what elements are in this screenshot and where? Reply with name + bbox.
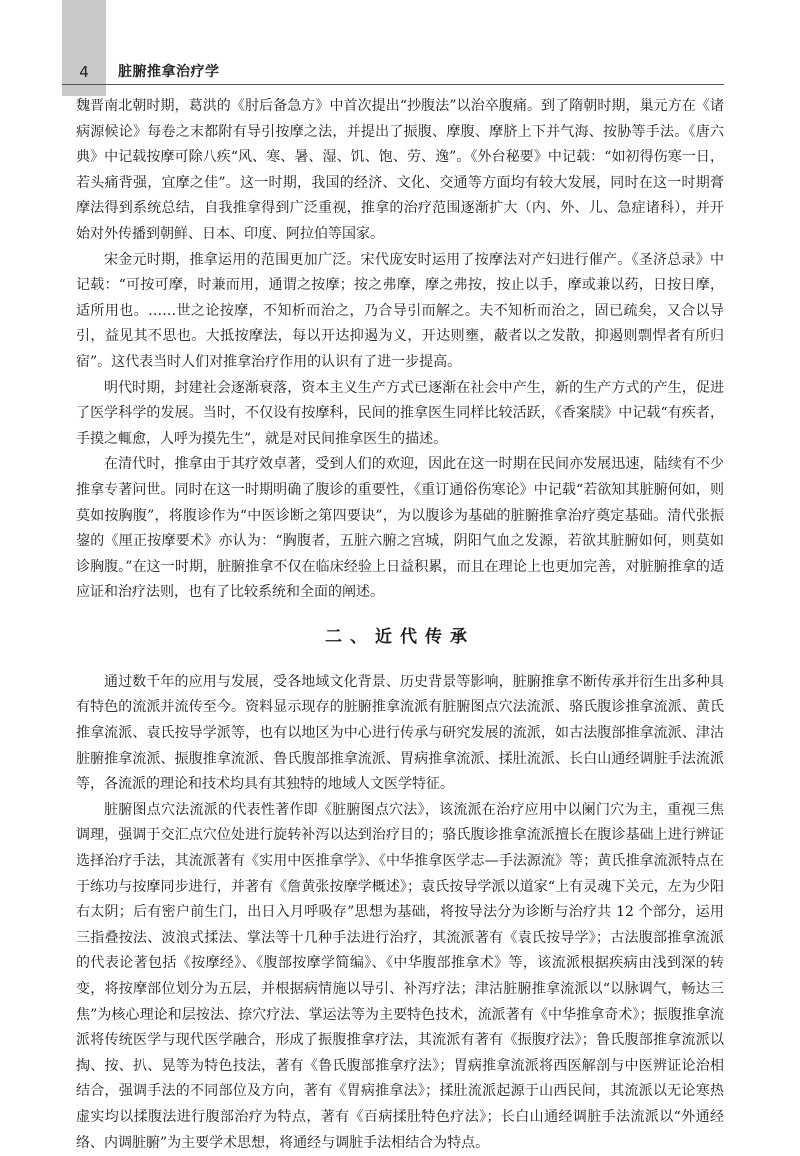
running-header-title: 脏腑推拿治疗学 bbox=[118, 64, 220, 80]
page-body bbox=[76, 94, 724, 1156]
paragraph: 通过数千年的应用与发展，受各地域文化背景、历史背景等影响，脏腑推拿不断传承并衍生出多种具有特色的流派并流传至今。资料显示现存的脏腑推拿流派有脏腑图点穴法流派、骆氏腹诊推拿流派、黄氏推拿流派、袁氏按导学派等，也有以地区为中心进行传承与研究发展的流派，如古法腹部推拿流派、津沽脏腑推拿流派、振腹推拿流派、鲁氏腹部推拿流派、胃病推拿流派、揉肚流派、长白山通经调脏手法流派等，各流派的理论和技术均具有其独特的地域人文医学特征。 bbox=[76, 673, 724, 793]
paragraph: 魏晋南北朝时期，葛洪的《肘后备急方》中首次提出“抄腹法”以治卒腹痛。到了隋朝时期，巢元方在《诸病源候论》每卷之末都附有导引按摩之法，并提出了振腹、摩腹、摩脐上下并气海、按胁等手法。《唐六典》中记载按摩可除八疾“风、寒、暑、湿、饥、饱、劳、逸”。《外台秘要》中记载：“如初得伤寒一日，若头痛背强，宜摩之佳”。这一时期，我国的经济、文化、交通等方面均有较大发展，同时在这一时期膏摩法得到系统总结，自我推拿得到广泛重视，推拿的治疗范围逐渐扩大（内、外、儿、急症诸科），并开始对外传播到朝鲜、日本、印度、阿拉伯等国家。 bbox=[76, 98, 724, 242]
paragraph: 在清代时，推拿由于其疗效卓著，受到人们的欢迎，因此在这一时期在民间亦发展迅速，陆续有不少推拿专著问世。同时在这一时期明确了腹诊的重要性，《重订通俗伤寒论》中记载“若欲知其脏腑何如，则莫如按胸腹”，将腹诊作为“中医诊断之第四要诀”，为以腹诊为基础的脏腑推拿治疗奠定基础。清代张振鋆的《厘正按摩要术》亦认为：“胸腹者，五脏六腑之宫城，阴阳气血之发源，若欲其脏腑如何，则莫如诊胸腹。”在这一时期，脏腑推拿不仅在临床经验上日益积累，而且在理论上也更加完善，对脏腑推拿的适应证和治疗法则，也有了比较系统和全面的阐述。 bbox=[76, 456, 724, 601]
page-number: 4 bbox=[79, 63, 89, 81]
paragraph: 明代时期，封建社会逐渐衰落，资本主义生产方式已逐渐在社会中产生，新的生产方式的产生，促进了医学科学的发展。当时，不仅设有按摩科，民间的推拿医生同样比较活跃，《香案牍》中记载“有疾者，手摸之輒愈，人呼为摸先生”，就是对民间推拿医生的描述。 bbox=[76, 379, 724, 447]
paragraph: 宋金元时期，推拿运用的范围更加广泛。宋代庞安时运用了按摩法对产妇进行催产。《圣济总录》中记载：“可按可摩，时兼而用，通谓之按摩；按之弗摩，摩之弗按，按止以手，摩或兼以药，日按日摩，适所用也。……世之论按摩，不知析而治之，乃合导引而解之。夫不知析而治之，固已疏矣，又合以导引，益见其不思也。大抵按摩法，每以开达抑遏为义，开达则壅，蔽者以之发散，抑遏则剽悍者有所归宿”。这代表当时人们对推拿治疗作用的认识有了进一步提高。 bbox=[76, 251, 724, 370]
header-divider bbox=[62, 84, 724, 85]
section-heading: 二、近代传承 bbox=[325, 626, 475, 647]
paragraph: 脏腑图点穴法流派的代表性著作即《脏腑图点穴法》，该流派在治疗应用中以阑门穴为主，重视三焦调理，强调于交汇点穴位处进行旋转补泻以达到治疗目的；骆氏腹诊推拿流派擅长在腹诊基础上进行辨证选择治疗手法，其流派著有《实用中医推拿学》、《中华推拿医学志—手法源流》等；黄氏推拿流派特点在于练功与按摩同步进行，并著有《詹黄张按摩学概述》；袁氏按导学派以道家“上有灵魂下关元，左为少阳右太阴；后有密户前生门，出日入月呼吸存”思想为基础，将按导法分为诊断与治疗共 12 个部分，运用三指叠按法、波浪式揉法、掌法等十几种手法进行治疗，其流派著有《袁氏按导学》；古法腹部推拿流派的代表论著包括《按摩经》、《腹部按摩学简编》、《中华腹部推拿术》等，该流派根据疾病由浅到深的转变，将按摩部位划分为五层，并根据病情施以导引、补泻疗法；津沽脏腑推拿流派以“以脉调气，畅达三焦”为核心理论和层按法、捺穴疗法、掌运法等为主要特色技术，流派著有《中华推拿奇术》；振腹推拿流派将传统医学与现代医学融合，形成了振腹推拿疗法，其流派有著有《振腹疗法》；鲁氏腹部推拿流派以掏、按、扒、晃等为特色技法，著有《鲁氏腹部推拿疗法》；胃病推拿流派将西医解剖与中医辨证论治相结合，强调手法的不同部位及方向，著有《胃病推拿法》；揉肚流派起源于山西民间，其流派以无论寒热虚实均以揉腹法进行腹部治疗为特点，著有《百病揉肚特色疗法》；长白山通经调脏手法流派以“外通经络、内调脏腑”为主要学术思想，将通经与调脏手法相结合为特点。 bbox=[76, 801, 724, 1151]
